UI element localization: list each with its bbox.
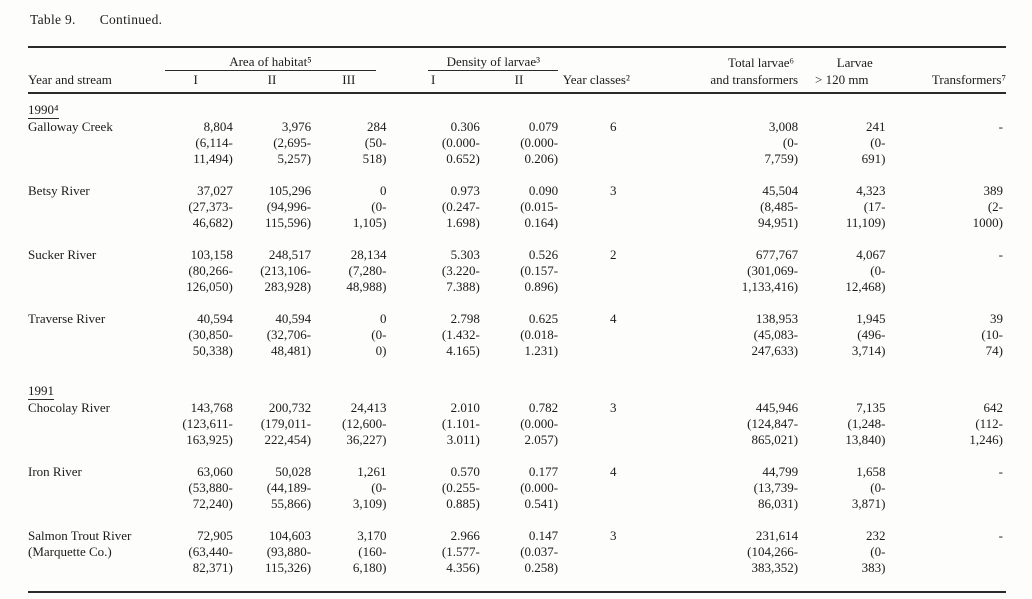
header-transformers: Transformers⁷ (885, 71, 1006, 93)
cell-line: (6,114- (195, 135, 233, 150)
cell-line: 86,031) (758, 496, 799, 511)
cell-larvae-120 (798, 528, 885, 592)
cell-line: 241 (865, 119, 886, 134)
cell-density-ii (480, 400, 558, 464)
cell-line: 4 (609, 464, 617, 479)
cell-line: (124,847- (747, 416, 799, 431)
data-table (28, 48, 1006, 592)
cell-area-ii (233, 400, 311, 464)
header-density-i: I (386, 71, 479, 93)
cell-line: 46,682) (192, 215, 233, 230)
cell-line: (0.015- (520, 199, 559, 214)
cell-density-i (386, 400, 479, 464)
cell-line: (0- (870, 263, 886, 278)
cell-line: - (998, 247, 1003, 262)
cell-transformers (885, 183, 1006, 247)
header-spacer (558, 48, 634, 71)
cell-line: (1,248- (847, 416, 886, 431)
cell-line: Traverse River (28, 311, 106, 326)
cell-line: (0.255- (441, 480, 480, 495)
cell-line: 0.625 (528, 311, 559, 326)
cell-area-ii (233, 183, 311, 247)
cell-line: 1,246) (969, 432, 1003, 447)
header-spanner-row (28, 48, 1006, 71)
cell-line: Salmon Trout River (28, 528, 132, 543)
cell-line: 8,804 (203, 119, 233, 134)
cell-line: 40,594 (197, 311, 233, 326)
table-caption-number: Table 9. (30, 12, 76, 27)
cell-line: Chocolay River (28, 400, 110, 415)
table-header (28, 48, 1006, 93)
cell-stream (28, 183, 159, 247)
cell-line: 39 (990, 311, 1003, 326)
cell-transformers (885, 464, 1006, 528)
cell-total (634, 311, 798, 375)
cell-line: 104,603 (268, 528, 312, 543)
cell-stream (28, 400, 159, 464)
cell-line: 0) (375, 343, 387, 358)
cell-line: (30,850- (188, 327, 233, 342)
cell-line: (8,485- (760, 199, 799, 214)
cell-line: (0- (870, 480, 886, 495)
cell-line: 0.652) (446, 151, 480, 166)
cell-year-classes (558, 528, 634, 592)
cell-line: (213,106- (260, 263, 312, 278)
cell-line: (12,600- (342, 416, 387, 431)
cell-line: 4 (609, 311, 617, 326)
cell-line: 0.258) (524, 560, 559, 575)
cell-line: (123,611- (182, 416, 233, 431)
cell-line: 7.388) (446, 279, 480, 294)
cell-line: (0- (870, 544, 886, 559)
cell-line: 11,109) (845, 215, 886, 230)
data-table-frame (28, 46, 1006, 593)
cell-density-i (386, 119, 479, 183)
cell-larvae-120 (798, 311, 885, 375)
cell-line: (Marquette Co.) (28, 544, 112, 559)
cell-line: 6,180) (352, 560, 387, 575)
cell-line: (44,189- (266, 480, 312, 495)
cell-line: 677,767 (755, 247, 799, 262)
cell-line: 1,261 (357, 464, 387, 479)
cell-line: 0.896) (524, 279, 559, 294)
cell-line: (0- (371, 199, 387, 214)
header-spacer (885, 48, 1006, 71)
cell-line: 24,413 (350, 400, 387, 415)
cell-line: (53,880- (188, 480, 233, 495)
cell-line: 691) (861, 151, 886, 166)
cell-line: (50- (364, 135, 387, 150)
cell-line: (160- (358, 544, 387, 559)
cell-total (634, 183, 798, 247)
cell-line: 55,866) (271, 496, 312, 511)
header-area-i: I (159, 71, 233, 93)
header-larvae-line2: > 120 mm (798, 71, 885, 93)
year-section-cell (28, 375, 1006, 400)
cell-line: (104,266- (747, 544, 799, 559)
cell-line: 231,614 (755, 528, 799, 543)
cell-line: 6 (609, 119, 617, 134)
cell-line: (17- (863, 199, 886, 214)
cell-line: 163,925) (186, 432, 233, 447)
area-of-habitat-label: Area of habitat⁵ (165, 54, 377, 71)
cell-density-ii (480, 528, 558, 592)
header-area-of-habitat (159, 48, 387, 71)
cell-density-i (386, 183, 479, 247)
cell-line: 3 (609, 183, 617, 198)
cell-transformers (885, 400, 1006, 464)
cell-line: 45,504 (762, 183, 799, 198)
cell-area-i (159, 247, 233, 311)
cell-line: 283,928) (264, 279, 312, 294)
cell-line: 3,109) (352, 496, 387, 511)
cell-line: 2.057) (524, 432, 559, 447)
cell-line: (179,011- (260, 416, 312, 431)
header-density-of-larvae (386, 48, 558, 71)
cell-line: 0.570 (450, 464, 480, 479)
density-of-larvae-label: Density of larvae³ (428, 54, 558, 71)
cell-line: (112- (975, 416, 1003, 431)
cell-total (634, 119, 798, 183)
cell-line: 200,732 (268, 400, 312, 415)
table-row (28, 119, 1006, 183)
cell-year-classes (558, 183, 634, 247)
cell-density-ii (480, 247, 558, 311)
cell-line: - (998, 528, 1003, 543)
cell-total (634, 400, 798, 464)
cell-line: 126,050) (186, 279, 233, 294)
cell-area-ii (233, 528, 311, 592)
cell-line: 1,133,416) (741, 279, 799, 294)
cell-line: 248,517 (268, 247, 312, 262)
table-row (28, 247, 1006, 311)
cell-area-i (159, 119, 233, 183)
table-caption-continued: Continued. (99, 12, 163, 27)
cell-line: 115,596) (265, 215, 312, 230)
cell-line: (0.018- (520, 327, 559, 342)
cell-line: 3,976 (281, 119, 312, 134)
cell-line: 74) (985, 343, 1003, 358)
cell-line: 383) (861, 560, 886, 575)
cell-density-ii (480, 183, 558, 247)
table-row (28, 311, 1006, 375)
cell-line: 5.303 (450, 247, 480, 262)
cell-line: (94,996- (266, 199, 312, 214)
cell-line: 28,134 (350, 247, 387, 262)
cell-line: 40,594 (275, 311, 312, 326)
cell-line: (63,440- (188, 544, 233, 559)
cell-transformers (885, 528, 1006, 592)
cell-line: 4.165) (446, 343, 480, 358)
cell-line: 1.698) (446, 215, 480, 230)
cell-line: 0.306 (450, 119, 480, 134)
table-caption (30, 12, 162, 28)
cell-line: 0.079 (528, 119, 559, 134)
cell-line: 232 (865, 528, 886, 543)
cell-line: 7,759) (764, 151, 799, 166)
cell-line: 0.973 (450, 183, 480, 198)
cell-line: 865,021) (751, 432, 799, 447)
cell-line: (0.000- (520, 416, 559, 431)
table-row (28, 183, 1006, 247)
cell-year-classes (558, 119, 634, 183)
table-row (28, 528, 1006, 592)
year-section-cell (28, 93, 1006, 119)
cell-line: 63,060 (197, 464, 233, 479)
cell-line: 0 (379, 311, 387, 326)
cell-larvae-120 (798, 183, 885, 247)
cell-area-iii (311, 119, 386, 183)
year-section-label: 1990⁴ (28, 102, 59, 117)
cell-larvae-120 (798, 400, 885, 464)
cell-line: 1,105) (352, 215, 387, 230)
cell-line: (32,706- (266, 327, 312, 342)
cell-line: 1,658 (856, 464, 886, 479)
cell-line: 0.541) (524, 496, 559, 511)
cell-line: 4,067 (856, 247, 886, 262)
cell-area-iii (311, 400, 386, 464)
cell-density-i (386, 311, 479, 375)
cell-line: (1.577- (441, 544, 480, 559)
cell-larvae-120 (798, 464, 885, 528)
cell-line: 0.782 (528, 400, 559, 415)
cell-line: 642 (983, 400, 1003, 415)
cell-line: 3.011) (446, 432, 480, 447)
cell-line: Galloway Creek (28, 119, 113, 134)
cell-area-ii (233, 247, 311, 311)
cell-area-iii (311, 183, 386, 247)
cell-year-classes (558, 464, 634, 528)
cell-line: 105,296 (268, 183, 312, 198)
cell-line: (13,739- (753, 480, 799, 495)
cell-area-i (159, 528, 233, 592)
cell-stream (28, 464, 159, 528)
cell-line: 0.090 (528, 183, 559, 198)
cell-line: - (998, 464, 1003, 479)
header-area-iii: III (311, 71, 386, 93)
cell-stream (28, 311, 159, 375)
cell-line: (7,280- (348, 263, 387, 278)
cell-line: 82,371) (192, 560, 233, 575)
cell-line: (27,373- (188, 199, 233, 214)
cell-line: (0.037- (520, 544, 559, 559)
header-year-and-stream: Year and stream (28, 71, 159, 93)
section-row (28, 93, 1006, 119)
cell-line: 44,799 (762, 464, 799, 479)
cell-year-classes (558, 311, 634, 375)
year-section-label: 1991 (28, 383, 54, 398)
cell-larvae-120 (798, 247, 885, 311)
cell-line: 0.164) (524, 215, 559, 230)
cell-line: Sucker River (28, 247, 97, 262)
header-columns-row (28, 71, 1006, 93)
cell-transformers (885, 119, 1006, 183)
cell-line: 3,170 (357, 528, 387, 543)
cell-line: (2,695- (273, 135, 312, 150)
cell-line: 7,135 (856, 400, 886, 415)
cell-line: (93,880- (266, 544, 312, 559)
cell-total (634, 528, 798, 592)
cell-line: 138,953 (755, 311, 799, 326)
cell-line: (10- (981, 327, 1003, 342)
header-larvae-line1: Larvae (836, 55, 873, 70)
cell-line: (0- (371, 480, 387, 495)
header-spacer (28, 48, 159, 71)
cell-line: 0.206) (524, 151, 559, 166)
cell-line: 50,338) (192, 343, 233, 358)
cell-line: 1.231) (524, 343, 559, 358)
header-year-classes: Year classes² (558, 71, 634, 93)
cell-line: Betsy River (28, 183, 90, 198)
cell-stream (28, 119, 159, 183)
cell-area-i (159, 183, 233, 247)
cell-area-ii (233, 464, 311, 528)
cell-line: (1.432- (441, 327, 480, 342)
cell-line: 2.966 (450, 528, 480, 543)
cell-area-i (159, 464, 233, 528)
cell-line: 115,326) (265, 560, 312, 575)
cell-line: 5,257) (277, 151, 312, 166)
cell-line: 72,240) (192, 496, 233, 511)
cell-area-ii (233, 311, 311, 375)
cell-line: 103,158 (190, 247, 233, 262)
cell-line: 3,008 (768, 119, 799, 134)
cell-density-i (386, 528, 479, 592)
cell-line: (45,083- (753, 327, 799, 342)
cell-line: 12,468) (845, 279, 886, 294)
header-total-larvae-line1: Total larvae⁶ (728, 55, 795, 70)
cell-line: 0.177 (528, 464, 559, 479)
section-row (28, 375, 1006, 400)
cell-line: (0- (371, 327, 387, 342)
cell-line: (0- (782, 135, 799, 150)
table-body (28, 93, 1006, 592)
cell-density-ii (480, 464, 558, 528)
cell-line: (0.247- (441, 199, 480, 214)
cell-line: 0.526 (528, 247, 559, 262)
header-density-ii: II (480, 71, 558, 93)
cell-area-ii (233, 119, 311, 183)
header-total-larvae-line2: and transformers (634, 71, 798, 93)
cell-year-classes (558, 400, 634, 464)
cell-line: 518) (362, 151, 387, 166)
cell-density-ii (480, 311, 558, 375)
cell-line: 4,323 (856, 183, 886, 198)
cell-line: (3.220- (441, 263, 480, 278)
cell-density-ii (480, 119, 558, 183)
cell-area-i (159, 311, 233, 375)
cell-year-classes (558, 247, 634, 311)
cell-line: 143,768 (190, 400, 233, 415)
cell-line: 3 (609, 400, 617, 415)
cell-larvae-120 (798, 119, 885, 183)
cell-line: 72,905 (197, 528, 233, 543)
cell-stream (28, 247, 159, 311)
cell-line: 13,840) (845, 432, 886, 447)
cell-line: 2 (609, 247, 617, 262)
cell-line: 48,481) (271, 343, 312, 358)
cell-area-i (159, 400, 233, 464)
cell-area-iii (311, 247, 386, 311)
cell-line: 11,494) (193, 151, 233, 166)
cell-total (634, 247, 798, 311)
cell-line: 1000) (972, 215, 1003, 230)
cell-line: 445,946 (755, 400, 799, 415)
cell-line: 247,633) (751, 343, 799, 358)
cell-density-i (386, 247, 479, 311)
cell-line: (301,069- (747, 263, 799, 278)
cell-line: 0.147 (528, 528, 559, 543)
header-area-ii: II (233, 71, 311, 93)
cell-line: 2.798 (450, 311, 480, 326)
cell-transformers (885, 247, 1006, 311)
cell-line: 1,945 (856, 311, 886, 326)
cell-transformers (885, 311, 1006, 375)
cell-stream (28, 528, 159, 592)
cell-total (634, 464, 798, 528)
cell-line: (0- (870, 135, 886, 150)
cell-line: 3,871) (851, 496, 886, 511)
cell-line: 0 (379, 183, 387, 198)
cell-line: 0.885) (446, 496, 480, 511)
cell-line: 3,714) (851, 343, 886, 358)
cell-area-iii (311, 528, 386, 592)
cell-line: (80,266- (188, 263, 233, 278)
table-row (28, 400, 1006, 464)
table-row (28, 464, 1006, 528)
cell-line: (2- (987, 199, 1003, 214)
cell-line: 222,454) (264, 432, 312, 447)
cell-line: (496- (857, 327, 886, 342)
cell-line: 2.010 (450, 400, 480, 415)
cell-line: (0.157- (520, 263, 559, 278)
cell-line: Iron River (28, 464, 82, 479)
cell-line: 4.356) (446, 560, 480, 575)
cell-density-i (386, 464, 479, 528)
cell-line: 94,951) (758, 215, 799, 230)
cell-line: 48,988) (346, 279, 387, 294)
cell-area-iii (311, 464, 386, 528)
cell-line: 3 (609, 528, 617, 543)
cell-line: 36,227) (346, 432, 387, 447)
cell-line: (1.101- (441, 416, 480, 431)
cell-line: 389 (983, 183, 1003, 198)
cell-line: (0.000- (441, 135, 480, 150)
cell-area-iii (311, 311, 386, 375)
cell-line: 37,027 (197, 183, 233, 198)
cell-line: (0.000- (520, 135, 559, 150)
cell-line: (0.000- (520, 480, 559, 495)
cell-line: 284 (366, 119, 387, 134)
cell-line: 383,352) (751, 560, 799, 575)
cell-line: - (998, 119, 1003, 134)
cell-line: 50,028 (275, 464, 312, 479)
